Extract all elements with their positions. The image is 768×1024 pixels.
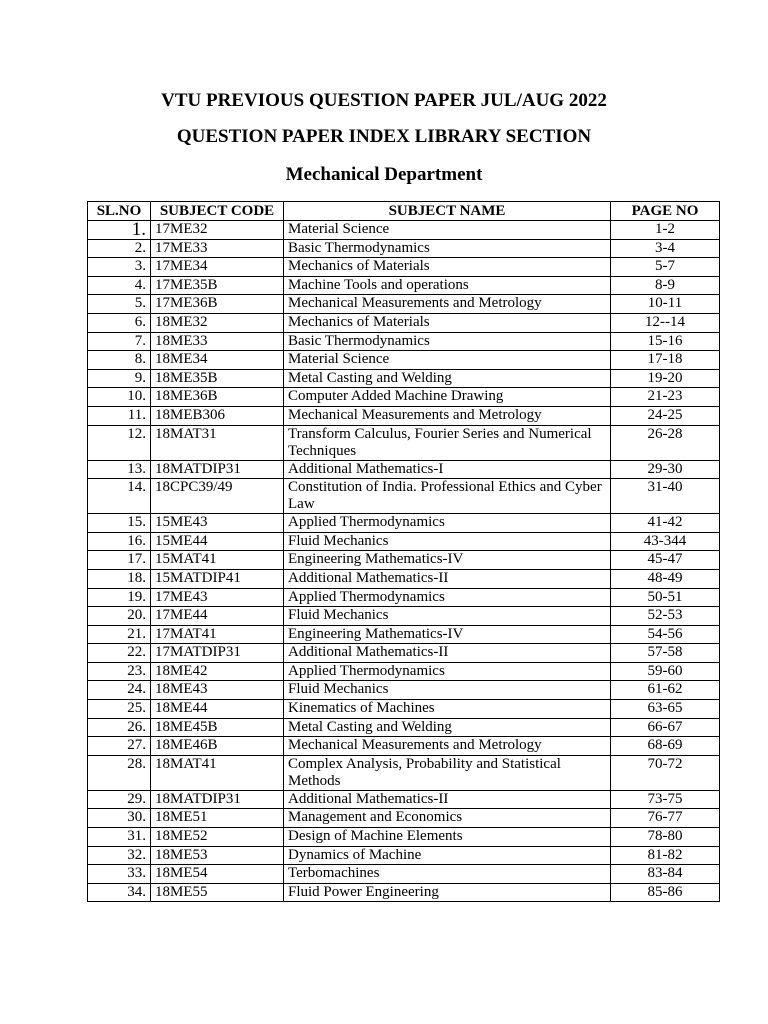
row-sl-no: 34. bbox=[88, 883, 151, 902]
table-row bbox=[88, 662, 720, 681]
row-subject-code: 17ME36B bbox=[151, 295, 284, 314]
row-subject-code: 17ME32 bbox=[151, 221, 284, 240]
row-page-no: 59-60 bbox=[611, 662, 720, 681]
row-subject-code: 17MAT41 bbox=[151, 625, 284, 644]
row-subject-name: Machine Tools and operations bbox=[284, 276, 611, 295]
row-page-no: 50-51 bbox=[611, 588, 720, 607]
table-row bbox=[88, 828, 720, 847]
table-row bbox=[88, 809, 720, 828]
row-subject-name: Material Science bbox=[284, 221, 611, 240]
table-row bbox=[88, 239, 720, 258]
table-row bbox=[88, 425, 720, 460]
row-page-no: 5-7 bbox=[611, 258, 720, 277]
row-subject-code: 18ME42 bbox=[151, 662, 284, 681]
header-page-no: PAGE NO bbox=[611, 202, 720, 221]
row-page-no: 26-28 bbox=[611, 425, 720, 460]
row-page-no: 8-9 bbox=[611, 276, 720, 295]
row-subject-code: 17ME35B bbox=[151, 276, 284, 295]
table-row bbox=[88, 313, 720, 332]
table-row bbox=[88, 276, 720, 295]
row-subject-name: Basic Thermodynamics bbox=[284, 332, 611, 351]
row-subject-code: 18ME34 bbox=[151, 351, 284, 370]
row-page-no: 73-75 bbox=[611, 790, 720, 809]
table-row bbox=[88, 221, 720, 240]
row-subject-name: Material Science bbox=[284, 351, 611, 370]
table-row bbox=[88, 865, 720, 884]
row-subject-name: Additional Mathematics-II bbox=[284, 790, 611, 809]
row-page-no: 83-84 bbox=[611, 865, 720, 884]
row-sl-no: 3. bbox=[88, 258, 151, 277]
header-subject-name: SUBJECT NAME bbox=[284, 202, 611, 221]
question-paper-index-table bbox=[87, 201, 720, 902]
row-sl-no: 13. bbox=[88, 460, 151, 479]
row-sl-no: 24. bbox=[88, 681, 151, 700]
row-subject-code: 18MEB306 bbox=[151, 406, 284, 425]
row-sl-no: 25. bbox=[88, 700, 151, 719]
row-subject-name: Management and Economics bbox=[284, 809, 611, 828]
table-row bbox=[88, 479, 720, 514]
row-subject-name: Fluid Mechanics bbox=[284, 532, 611, 551]
row-subject-name: Transform Calculus, Fourier Series and Numerical Techniques bbox=[284, 425, 611, 460]
row-page-no: 3-4 bbox=[611, 239, 720, 258]
table-row bbox=[88, 569, 720, 588]
row-sl-no: 29. bbox=[88, 790, 151, 809]
row-subject-code: 18ME46B bbox=[151, 737, 284, 756]
row-page-no: 70-72 bbox=[611, 755, 720, 790]
row-sl-no: 31. bbox=[88, 828, 151, 847]
table-row bbox=[88, 625, 720, 644]
row-page-no: 45-47 bbox=[611, 551, 720, 570]
row-subject-name: Constitution of India. Professional Ethics and Cyber Law bbox=[284, 479, 611, 514]
row-sl-no: 20. bbox=[88, 607, 151, 626]
row-subject-name: Mechanical Measurements and Metrology bbox=[284, 295, 611, 314]
row-page-no: 57-58 bbox=[611, 644, 720, 663]
row-subject-code: 18MAT41 bbox=[151, 755, 284, 790]
row-page-no: 61-62 bbox=[611, 681, 720, 700]
row-page-no: 76-77 bbox=[611, 809, 720, 828]
row-sl-no: 28. bbox=[88, 755, 151, 790]
row-subject-code: 18ME53 bbox=[151, 846, 284, 865]
row-sl-no: 2. bbox=[88, 239, 151, 258]
row-subject-code: 18CPC39/49 bbox=[151, 479, 284, 514]
row-subject-name: Metal Casting and Welding bbox=[284, 369, 611, 388]
row-subject-code: 18MATDIP31 bbox=[151, 790, 284, 809]
row-subject-code: 18ME45B bbox=[151, 718, 284, 737]
row-subject-name: Additional Mathematics-II bbox=[284, 644, 611, 663]
row-subject-code: 18ME44 bbox=[151, 700, 284, 719]
row-sl-no: 21. bbox=[88, 625, 151, 644]
row-subject-code: 17ME34 bbox=[151, 258, 284, 277]
table-row bbox=[88, 846, 720, 865]
document-subtitle: QUESTION PAPER INDEX LIBRARY SECTION bbox=[176, 126, 592, 147]
row-sl-no: 33. bbox=[88, 865, 151, 884]
row-page-no: 12--14 bbox=[611, 313, 720, 332]
row-subject-code: 18ME54 bbox=[151, 865, 284, 884]
row-subject-name: Additional Mathematics-I bbox=[284, 460, 611, 479]
row-subject-name: Basic Thermodynamics bbox=[284, 239, 611, 258]
row-sl-no: 22. bbox=[88, 644, 151, 663]
row-subject-name: Mechanics of Materials bbox=[284, 258, 611, 277]
row-subject-name: Mechanical Measurements and Metrology bbox=[284, 406, 611, 425]
row-subject-code: 18ME52 bbox=[151, 828, 284, 847]
row-subject-name: Engineering Mathematics-IV bbox=[284, 551, 611, 570]
table-row bbox=[88, 514, 720, 533]
row-subject-name: Applied Thermodynamics bbox=[284, 662, 611, 681]
row-page-no: 78-80 bbox=[611, 828, 720, 847]
row-page-no: 15-16 bbox=[611, 332, 720, 351]
row-subject-code: 18ME33 bbox=[151, 332, 284, 351]
row-subject-name: Fluid Power Engineering bbox=[284, 883, 611, 902]
row-subject-name: Complex Analysis, Probability and Statistical Methods bbox=[284, 755, 611, 790]
table-row bbox=[88, 551, 720, 570]
row-page-no: 54-56 bbox=[611, 625, 720, 644]
document-title: VTU PREVIOUS QUESTION PAPER JUL/AUG 2022 bbox=[161, 90, 607, 111]
table-body bbox=[88, 221, 720, 902]
header-sl-no: SL.NO bbox=[88, 202, 151, 221]
row-sl-no: 17. bbox=[88, 551, 151, 570]
row-sl-no: 15. bbox=[88, 514, 151, 533]
table-row bbox=[88, 332, 720, 351]
table-row bbox=[88, 388, 720, 407]
table-row bbox=[88, 406, 720, 425]
row-page-no: 31-40 bbox=[611, 479, 720, 514]
row-subject-code: 18ME51 bbox=[151, 809, 284, 828]
table-row bbox=[88, 737, 720, 756]
table-row bbox=[88, 295, 720, 314]
row-subject-name: Additional Mathematics-II bbox=[284, 569, 611, 588]
row-page-no: 10-11 bbox=[611, 295, 720, 314]
table-row bbox=[88, 700, 720, 719]
row-sl-no: 4. bbox=[88, 276, 151, 295]
row-subject-code: 17ME33 bbox=[151, 239, 284, 258]
row-subject-name: Fluid Mechanics bbox=[284, 681, 611, 700]
row-page-no: 43-344 bbox=[611, 532, 720, 551]
row-page-no: 85-86 bbox=[611, 883, 720, 902]
table-row bbox=[88, 460, 720, 479]
row-subject-code: 15MAT41 bbox=[151, 551, 284, 570]
row-page-no: 63-65 bbox=[611, 700, 720, 719]
row-subject-code: 15ME44 bbox=[151, 532, 284, 551]
table-row bbox=[88, 755, 720, 790]
row-subject-name: Applied Thermodynamics bbox=[284, 514, 611, 533]
row-sl-no: 1. bbox=[88, 221, 151, 240]
table-row bbox=[88, 607, 720, 626]
row-page-no: 29-30 bbox=[611, 460, 720, 479]
row-subject-name: Terbomachines bbox=[284, 865, 611, 884]
row-subject-name: Mechanics of Materials bbox=[284, 313, 611, 332]
table-row bbox=[88, 532, 720, 551]
row-subject-name: Dynamics of Machine bbox=[284, 846, 611, 865]
table-row bbox=[88, 644, 720, 663]
table-row bbox=[88, 258, 720, 277]
department-heading: Mechanical Department bbox=[285, 164, 483, 185]
row-subject-code: 17MATDIP31 bbox=[151, 644, 284, 663]
row-sl-no: 8. bbox=[88, 351, 151, 370]
row-page-no: 52-53 bbox=[611, 607, 720, 626]
row-page-no: 17-18 bbox=[611, 351, 720, 370]
row-sl-no: 5. bbox=[88, 295, 151, 314]
row-subject-name: Computer Added Machine Drawing bbox=[284, 388, 611, 407]
row-page-no: 41-42 bbox=[611, 514, 720, 533]
row-subject-code: 17ME44 bbox=[151, 607, 284, 626]
row-subject-code: 17ME43 bbox=[151, 588, 284, 607]
row-sl-no: 10. bbox=[88, 388, 151, 407]
table-row bbox=[88, 681, 720, 700]
row-sl-no: 26. bbox=[88, 718, 151, 737]
row-subject-code: 15ME43 bbox=[151, 514, 284, 533]
row-page-no: 48-49 bbox=[611, 569, 720, 588]
row-sl-no: 11. bbox=[88, 406, 151, 425]
table-row bbox=[88, 790, 720, 809]
row-subject-code: 18MATDIP31 bbox=[151, 460, 284, 479]
row-page-no: 81-82 bbox=[611, 846, 720, 865]
row-subject-code: 15MATDIP41 bbox=[151, 569, 284, 588]
table-row bbox=[88, 588, 720, 607]
row-sl-no: 12. bbox=[88, 425, 151, 460]
row-subject-name: Kinematics of Machines bbox=[284, 700, 611, 719]
row-subject-code: 18ME43 bbox=[151, 681, 284, 700]
row-sl-no: 18. bbox=[88, 569, 151, 588]
row-sl-no: 6. bbox=[88, 313, 151, 332]
row-subject-name: Engineering Mathematics-IV bbox=[284, 625, 611, 644]
table-row bbox=[88, 883, 720, 902]
table-header-row bbox=[88, 202, 720, 221]
row-sl-no: 7. bbox=[88, 332, 151, 351]
row-page-no: 24-25 bbox=[611, 406, 720, 425]
row-sl-no: 16. bbox=[88, 532, 151, 551]
row-sl-no: 9. bbox=[88, 369, 151, 388]
row-sl-no: 23. bbox=[88, 662, 151, 681]
row-page-no: 19-20 bbox=[611, 369, 720, 388]
row-subject-code: 18ME32 bbox=[151, 313, 284, 332]
header-subject-code: SUBJECT CODE bbox=[151, 202, 284, 221]
row-page-no: 66-67 bbox=[611, 718, 720, 737]
row-subject-name: Design of Machine Elements bbox=[284, 828, 611, 847]
row-sl-no: 27. bbox=[88, 737, 151, 756]
row-subject-code: 18ME55 bbox=[151, 883, 284, 902]
row-subject-name: Applied Thermodynamics bbox=[284, 588, 611, 607]
table-row bbox=[88, 351, 720, 370]
row-sl-no: 19. bbox=[88, 588, 151, 607]
row-sl-no: 30. bbox=[88, 809, 151, 828]
row-page-no: 68-69 bbox=[611, 737, 720, 756]
row-sl-no: 14. bbox=[88, 479, 151, 514]
row-subject-code: 18ME36B bbox=[151, 388, 284, 407]
table-row bbox=[88, 369, 720, 388]
row-subject-name: Mechanical Measurements and Metrology bbox=[284, 737, 611, 756]
row-subject-name: Fluid Mechanics bbox=[284, 607, 611, 626]
row-sl-no: 32. bbox=[88, 846, 151, 865]
row-page-no: 1-2 bbox=[611, 221, 720, 240]
table-row bbox=[88, 718, 720, 737]
row-subject-code: 18MAT31 bbox=[151, 425, 284, 460]
row-page-no: 21-23 bbox=[611, 388, 720, 407]
row-subject-name: Metal Casting and Welding bbox=[284, 718, 611, 737]
row-subject-code: 18ME35B bbox=[151, 369, 284, 388]
